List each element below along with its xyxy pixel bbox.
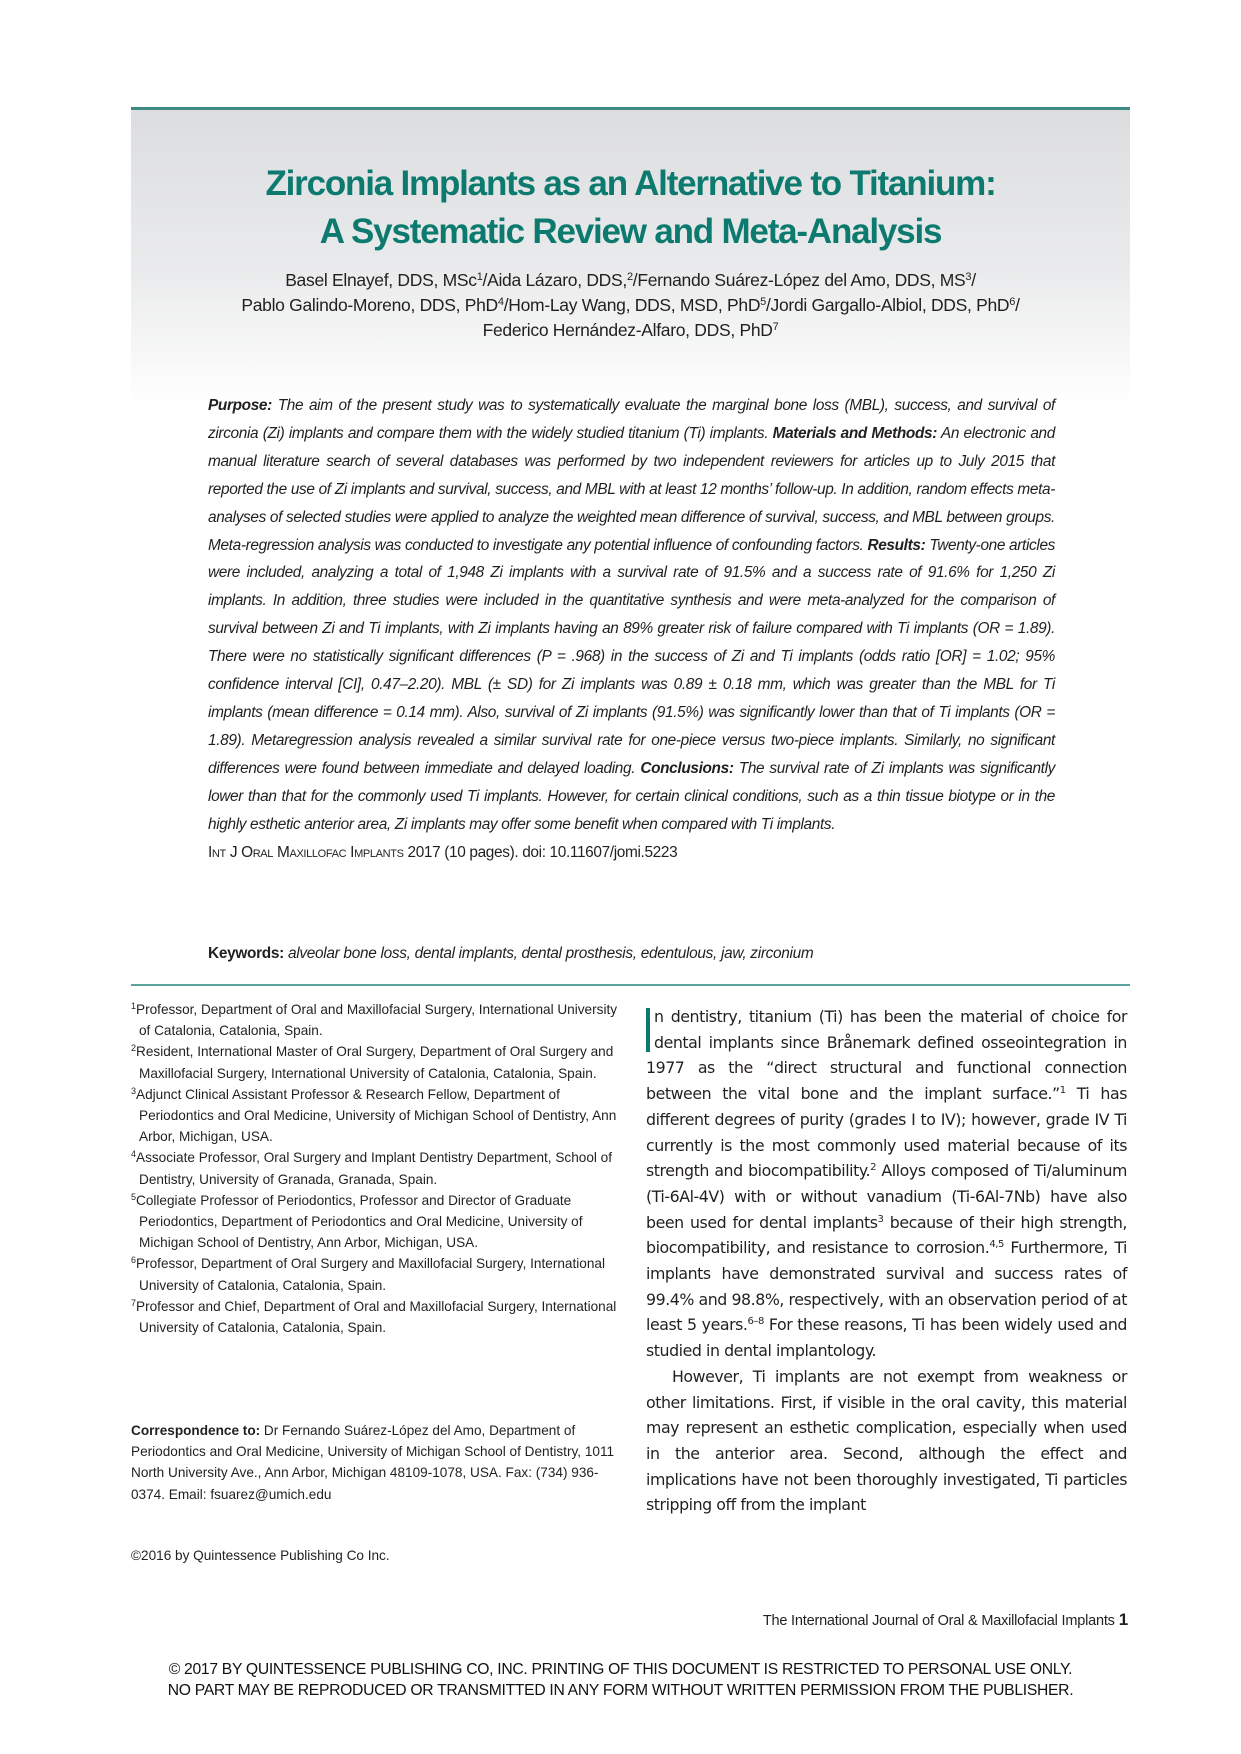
affiliation-number: 1: [131, 1001, 137, 1011]
citation-details: 2017 (10 pages). doi: 10.11607/jomi.5223: [403, 843, 678, 861]
author-name: Aida Lázaro, DDS,: [487, 270, 627, 290]
keywords-label: Keywords:: [208, 945, 284, 962]
abstract-purpose-label: Purpose:: [208, 397, 272, 414]
header-box: [131, 110, 1130, 405]
affiliations: [131, 999, 621, 1338]
affiliation-text: Professor, Department of Oral Surgery and Maxillofacial Surgery, International University of Catalonia, Catalonia, Spain.: [136, 1256, 605, 1293]
abstract: [208, 392, 1055, 866]
author-separator: /: [482, 270, 488, 290]
abstract-methods-label: Materials and Methods:: [772, 424, 938, 442]
abstract-conclusions-label: Conclusions:: [640, 759, 734, 777]
correspondence: [131, 1420, 621, 1505]
author-separator: /: [971, 270, 976, 290]
legal-line-2: NO PART MAY BE REPRODUCED OR TRANSMITTED IN ANY FORM WITHOUT WRITTEN PERMISSION FROM THE PUBLISHER.: [167, 1682, 1074, 1699]
correspondence-label: Correspondence to:: [131, 1423, 261, 1438]
author-affil-mark: 4: [497, 296, 504, 308]
drop-cap-bar: [646, 1008, 650, 1052]
article-title: [131, 160, 1130, 256]
author-affil-mark: 2: [626, 271, 633, 283]
abstract-results-label: Results:: [867, 536, 926, 554]
affiliation-item: [131, 1041, 621, 1083]
author-name: Hom-Lay Wang, DDS, MSD, PhD: [508, 295, 761, 315]
author-separator: /: [765, 295, 771, 315]
body-text-span: Alloys composed of Ti/aluminum (Ti-6Al-4V) with or without vanadium (Ti-6Al-7Nb) have also been used for dental implants: [646, 1161, 1127, 1232]
body-text-span: For these reasons, Ti has been widely used and studied in dental implantology.: [646, 1315, 1127, 1361]
section-divider: [131, 984, 1130, 986]
citation-ref: 6–8: [747, 1316, 764, 1328]
affiliation-item: [131, 1084, 621, 1148]
author-name: Jordi Gargallo-Albiol, DDS, PhD: [770, 295, 1010, 315]
affiliation-item: [131, 1253, 621, 1295]
title-line-2: A Systematic Review and Meta-Analysis: [319, 212, 942, 251]
affiliation-text: Resident, International Master of Oral Surgery, Department of Oral Surgery and Maxillofacial Surgery, International University of Catalonia, Catalonia, Spain.: [136, 1044, 614, 1081]
correspondence-text: Dr Fernando Suárez-López del Amo, Department of Periodontics and Oral Medicine, University of Michigan School of Dentistry, 1011 North University Ave., Ann Arbor, Michigan 48109-1078, USA. Fax: (734) 936-0374. Email: fsuarez@umich.edu: [131, 1423, 615, 1502]
body-paragraph: However, Ti implants are not exempt from weakness or other limitations. First, if visible in the oral cavity, this material may represent an esthetic complication, especially when used in the anterior area. Second, although the effect and implications have not been thoroughly investigated, Ti particles stripping off from the implant: [646, 1366, 1127, 1515]
author-line-3: [131, 318, 1130, 343]
keywords: [208, 943, 1055, 965]
copyright-notice: ©2016 by Quintessence Publishing Co Inc.: [131, 1548, 390, 1563]
author-separator: /: [503, 295, 509, 315]
author-name: Fernando Suárez-López del Amo, DDS, MS: [637, 270, 966, 290]
affiliation-number: 7: [131, 1297, 137, 1308]
citation-ref: 2: [870, 1162, 876, 1174]
legal-line-1: © 2017 BY QUINTESSENCE PUBLISHING CO, INC. PRINTING OF THIS DOCUMENT IS RESTRICTED TO PERSONAL USE ONLY.: [168, 1661, 1073, 1678]
body-text-span: Furthermore, Ti implants have demonstrated survival and success rates of 99.4% and 98.8%, respectively, with an observation period of at least 5 years.: [646, 1238, 1127, 1335]
affiliation-number: 6: [131, 1255, 137, 1266]
journal-name: The International Journal of Oral & Maxillofacial Implants: [762, 1613, 1115, 1629]
body-paragraph: [646, 1004, 1127, 1364]
legal-notice: [100, 1659, 1141, 1701]
author-affil-mark: 7: [772, 321, 779, 333]
citation-journal: Int J Oral Maxillofac Implants: [208, 843, 404, 861]
affiliation-number: 2: [131, 1043, 137, 1054]
abstract-conclusions-text: The survival rate of Zi implants was significantly lower than that for the commonly used Ti implants. However, for certain clinical conditions, such as a thin tissue biotype or in the highly esthetic anterior area, Zi implants may offer some benefit when compared with Ti implants.: [208, 759, 1055, 833]
abstract-results-text: Twenty-one articles were included, analyzing a total of 1,948 Zi implants with a survival rate of 91.5% and a success rate of 91.6% for 1,250 Zi implants. In addition, three studies were included in the quantitative synthesis and were meta-analyzed for the comparison of survival between Zi and Ti implants, with Zi implants having an 89% greater risk of failure compared with Ti implants (OR = 1.89). There were no statistically significant differences (P = .968) in the success of Zi and Ti implants (odds ratio [OR] = 1.02; 95% confidence interval [CI], 0.47–2.20). MBL (± SD) for Zi implants was 0.89 ± 0.18 mm, which was greater than the MBL for Ti implants (mean difference = 0.14 mm). Also, survival of Zi implants (91.5%) was significantly lower than that of Ti implants (OR = 1.89). Metaregression analysis revealed a similar survival rate for one-piece versus two-piece implants. Similarly, no significant differences were found between immediate and delayed loading.: [208, 536, 1055, 777]
author-line-1: [131, 268, 1130, 293]
affiliation-text: Collegiate Professor of Periodontics, Professor and Director of Graduate Periodontics, Department of Periodontics and Oral Medicine, University of Michigan School of Dentistry, Ann Arbor, Michigan, USA.: [136, 1192, 583, 1251]
author-name: Pablo Galindo-Moreno, DDS, PhD: [241, 295, 498, 315]
abstract-purpose-text: The aim of the present study was to systematically evaluate the marginal bone loss (MBL), success, and survival of zirconia (Zi) implants and compare them with the widely studied titanium (Ti) implants.: [208, 397, 1055, 442]
author-name: Federico Hernández-Alfaro, DDS, PhD: [482, 320, 773, 340]
author-separator: /: [632, 270, 638, 290]
author-list: [131, 268, 1130, 343]
body-text: [646, 1004, 1127, 1518]
keywords-list: alveolar bone loss, dental implants, dental prosthesis, edentulous, jaw, zirconium: [283, 945, 814, 962]
affiliation-text: Adjunct Clinical Assistant Professor & Research Fellow, Department of Periodontics and Oral Medicine, University of Michigan School of Dentistry, Ann Arbor, Michigan, USA.: [136, 1086, 617, 1145]
running-footer: [763, 1610, 1128, 1630]
affiliation-item: [131, 999, 621, 1041]
affiliation-number: 4: [131, 1149, 137, 1160]
citation-ref: 4,5: [989, 1239, 1004, 1251]
affiliation-text: Professor and Chief, Department of Oral and Maxillofacial Surgery, International University of Catalonia, Catalonia, Spain.: [136, 1298, 617, 1336]
page-number: 1: [1118, 1610, 1128, 1629]
author-affil-mark: 3: [965, 271, 972, 283]
author-line-2: [131, 293, 1130, 318]
affiliation-text: Professor, Department of Oral and Maxillofacial Surgery, International University of Catalonia, Catalonia, Spain.: [136, 1002, 618, 1039]
author-affil-mark: 6: [1009, 296, 1016, 308]
author-affil-mark: 5: [760, 296, 766, 308]
author-affil-mark: 1: [476, 271, 483, 283]
affiliation-item: [131, 1147, 621, 1189]
author-name: Basel Elnayef, DDS, MSc: [285, 270, 477, 290]
title-line-1: Zirconia Implants as an Alternative to Titanium:: [265, 164, 996, 203]
affiliation-item: [131, 1296, 621, 1338]
body-text-span: because of their high strength, biocompatibility, and resistance to corrosion.: [646, 1212, 1127, 1258]
affiliation-item: [131, 1190, 621, 1254]
body-text-span: n dentistry, titanium (Ti) has been the material of choice for dental implants since Brånemark defined osseointegration in 1977 as the “direct structural and functional connection between the vital bone and the implant surface.”: [646, 1007, 1127, 1104]
body-text-span: Ti has different degrees of purity (grades I to IV); however, grade IV Ti currently is the most commonly used material because of its strength and biocompatibility.: [646, 1084, 1127, 1181]
affiliation-text: Associate Professor, Oral Surgery and Implant Dentistry Department, School of Dentistry, University of Granada, Granada, Spain.: [136, 1150, 613, 1187]
citation-ref: 1: [1059, 1085, 1066, 1097]
affiliation-number: 5: [131, 1191, 137, 1202]
author-separator: /: [1015, 295, 1020, 315]
abstract-methods-text: An electronic and manual literature search of several databases was performed by two independent reviewers for articles up to July 2015 that reported the use of Zi implants and survival, success, and MBL with at least 12 months’ follow-up. In addition, random effects meta-analyses of selected studies were applied to analyze the weighted mean difference of survival, success, and MBL between groups. Meta-regression analysis was conducted to investigate any potential influence of confounding factors.: [208, 424, 1055, 554]
affiliation-number: 3: [131, 1085, 137, 1096]
abstract-citation: [208, 844, 677, 861]
citation-ref: 3: [877, 1213, 884, 1225]
